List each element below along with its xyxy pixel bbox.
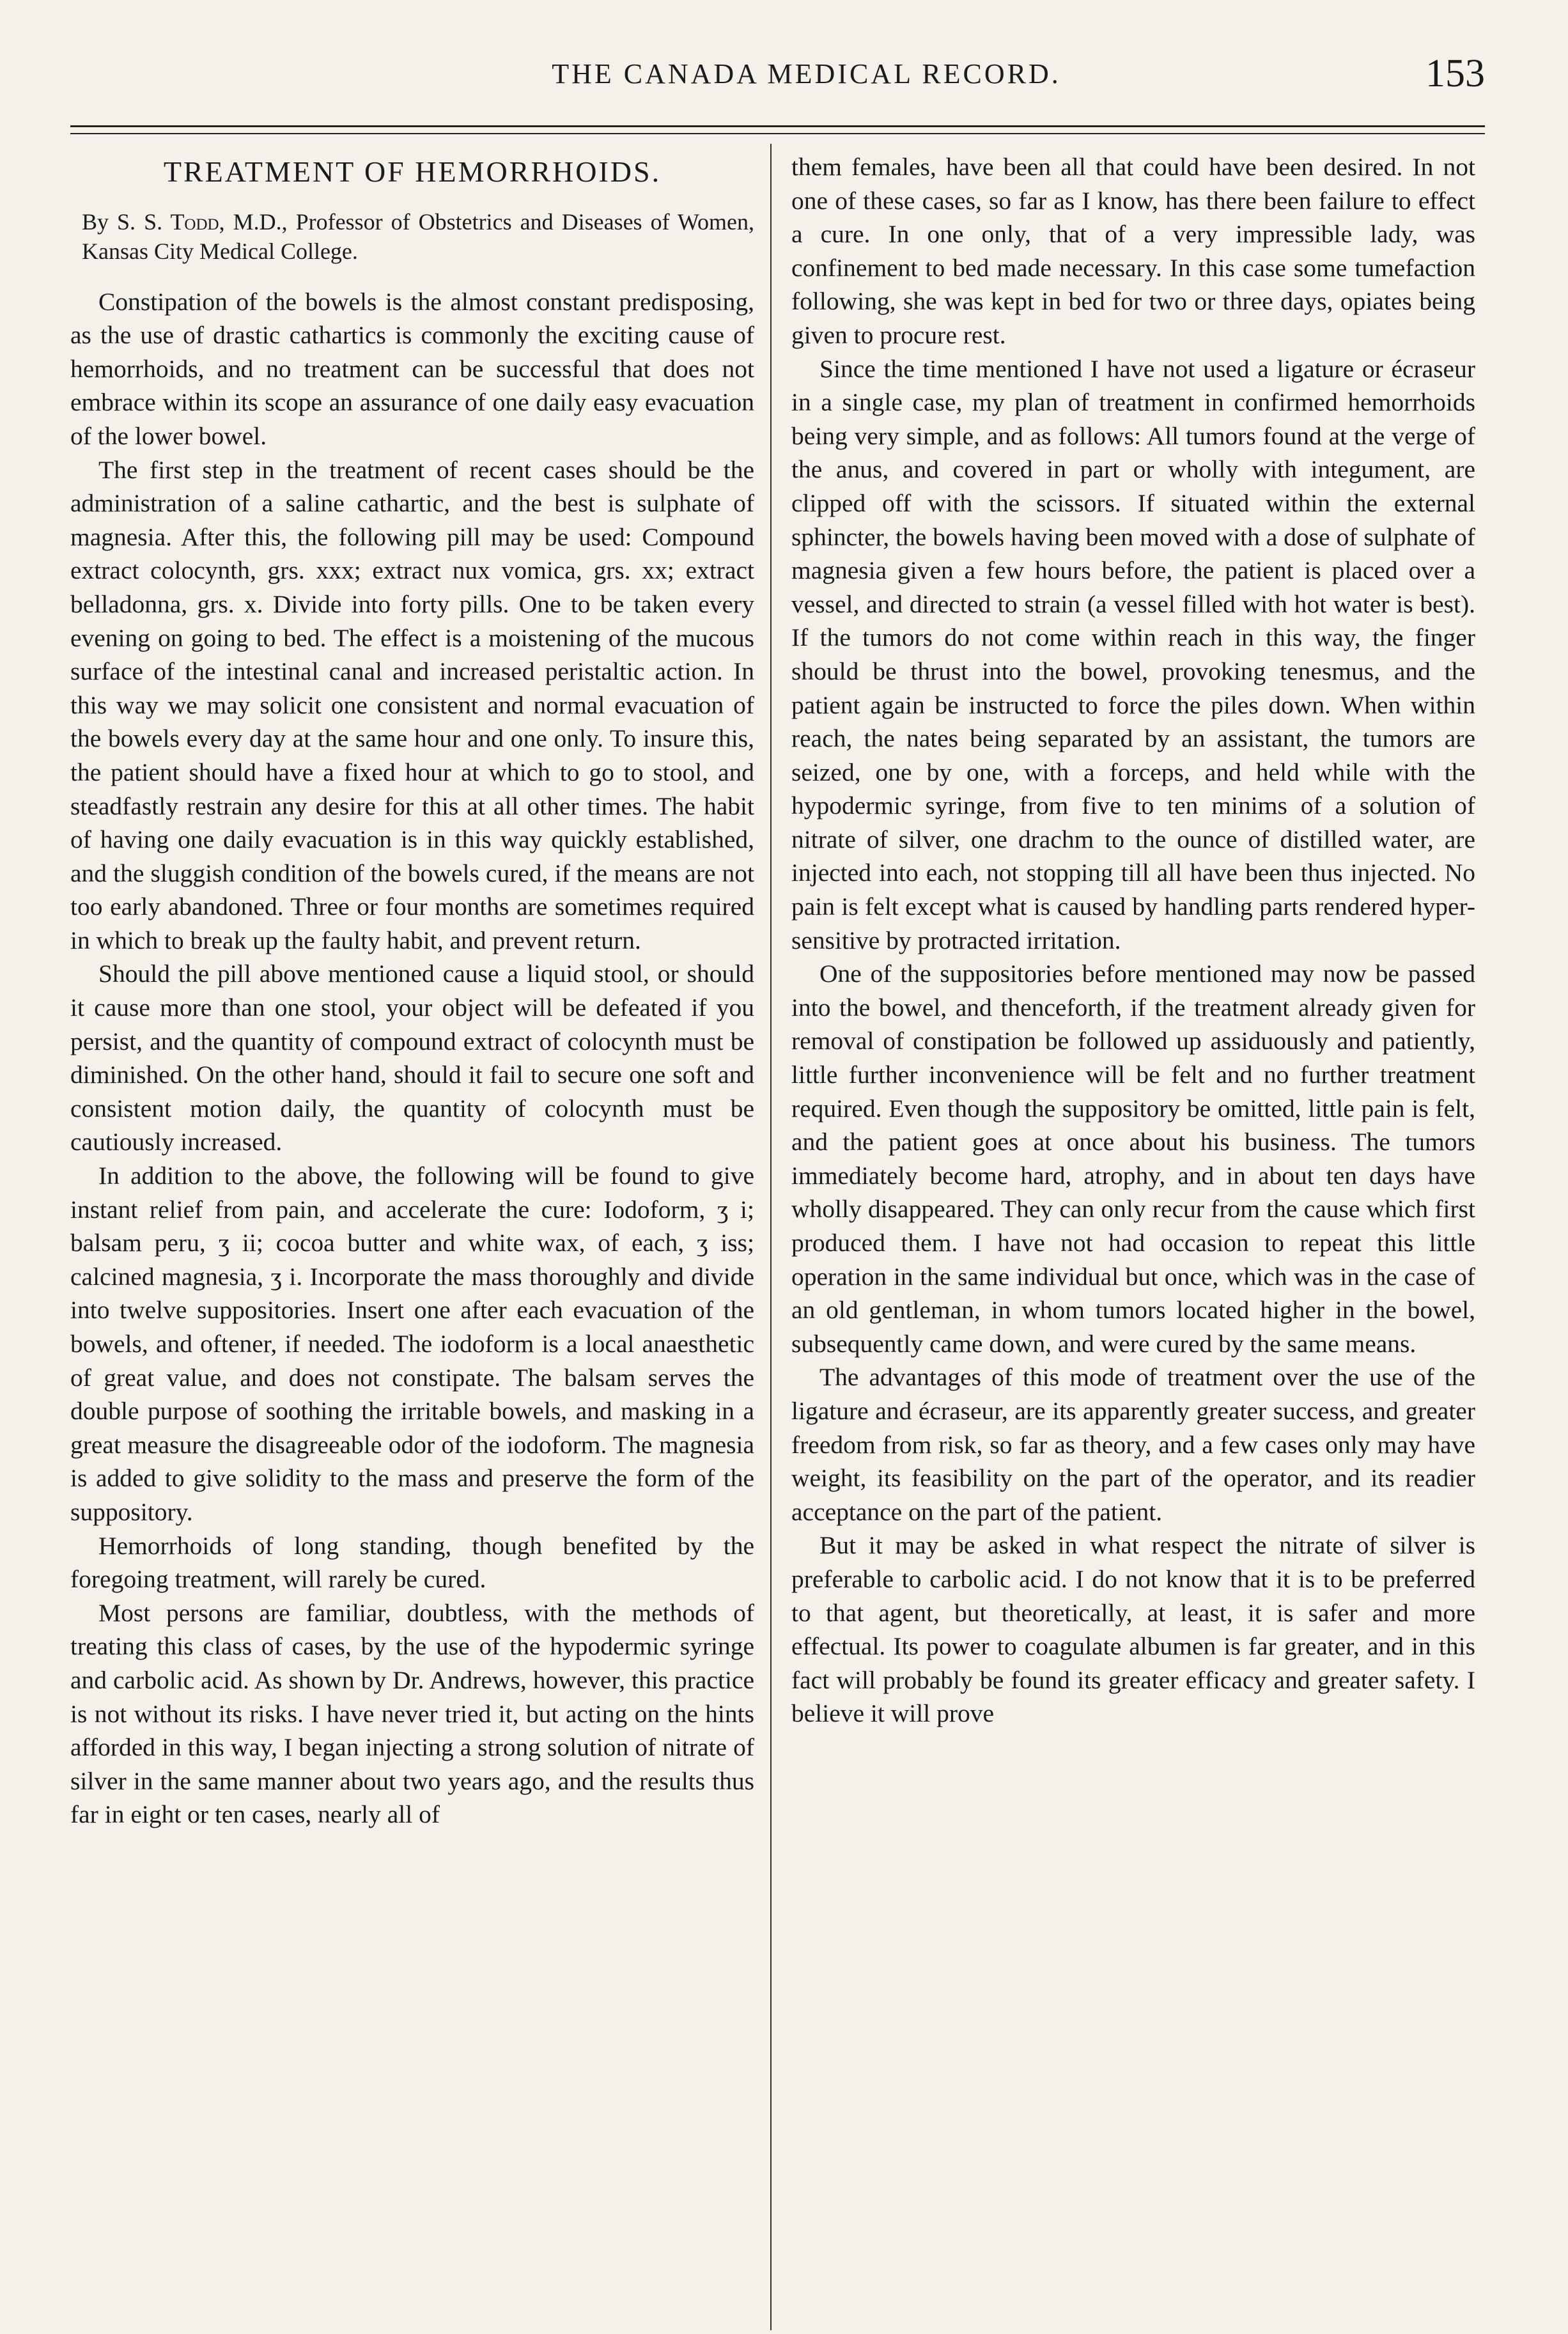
- paragraph: Since the time mentioned I have not used a ligature or écraseur in a single case, my plan of treatment in confirmed hemorrhoids being very simple, and as follows: All tumors found at the verge of the anus, and covered in part or wholly with integument, are clipped off with the scissors. If situated within the external sphincter, the bowels having been moved with a dose of sulphate of magnesia given a few hours before, the patient is placed over a vessel, and directed to strain (a vessel filled with hot water is best). If the tumors do not come within reach in this way, the finger should be thrust into the bowel, provoking tenesmus, and the patient again be instructed to force the piles down. When within reach, the nates being separated by an assistant, the tumors are seized, one by one, with a forceps, and held while with the hypodermic syringe, from five to ten minims of a solution of nitrate of silver, one drachm to the ounce of distilled water, are injected into each, not stopping till all have been thus injected. No pain is felt except what is caused by handling parts rendered hyper-sensitive by protracted irritation.: [791, 354, 1475, 954]
- paragraph: Constipation of the bowels is the almost constant predisposing, as the use of drastic cathartics is commonly the exciting cause of hemorrhoids, and no treatment can be successful that does not embrace within its scope an assurance of one daily easy evacuation of the lower bowel.: [70, 287, 754, 450]
- author-name: S. S. Todd, M.D.,: [117, 208, 288, 235]
- paragraph: them females, have been all that could have been desired. In not one of these cases, so far as I know, has there been failure to effect a cure. In one only, that of a very impressible lady, was confinement to bed made necessary. In this case some tumefaction following, she was kept in bed for two or three days, opiates being given to procure rest.: [791, 153, 1475, 349]
- journal-title: THE CANADA MEDICAL RECORD.: [552, 58, 1061, 89]
- author-affiliation: Professor of Obstetrics and Diseases of Women, Kansas City Medical College.: [82, 208, 754, 264]
- page-number: 153: [1425, 52, 1485, 95]
- paragraph: But it may be asked in what respect the nitrate of silver is preferable to carbolic acid. I do not know that it is to be preferred to that agent, but theoretically, at least, it is safer and more effectual. Its power to coagulate albumen is far greater, and in this fact will probably be found its greater efficacy and greater safety. I believe it will prove: [791, 1531, 1475, 1728]
- byline: [82, 207, 754, 266]
- paragraph: In addition to the above, the following will be found to give instant relief from pain, and accelerate the cure: Iodoform, ʒ i; balsam peru, ʒ ii; cocoa butter and white wax, of each, ʒ iss; calcined magnesia, ʒ i. Incorporate the mass thoroughly and divide into twelve suppositories. Insert one after each evacuation of the bowels, and oftener, if needed. The iodoform is a local anaesthetic of great value, and does not constipate. The balsam serves the double purpose of soothing the irritable bowels, and masking in a great measure the disagreeable odor of the iodoform. The magnesia is added to give solidity to the mass and preserve the form of the suppository.: [70, 1162, 754, 1526]
- byline-prefix: By: [82, 208, 109, 235]
- column-divider: [770, 144, 772, 2330]
- paragraph: Most persons are familiar, doubtless, with the methods of treating this class of cases, by the use of the hypodermic syringe and carbolic acid. As shown by Dr. Andrews, however, this practice is not without its risks. I have never tried it, but acting on the hints afforded in this way, I began injecting a strong solution of nitrate of silver in the same manner about two years ago, and the results thus far in eight or ten cases, nearly all of: [70, 1598, 754, 1829]
- paragraph: One of the suppositories before mentioned may now be passed into the bowel, and thenceforth, if the treatment already given for removal of constipation be followed up assiduously and patiently, little further inconvenience will be felt and no further treatment required. Even though the suppository be omitted, little pain is felt, and the patient goes at once about his business. The tumors immediately become hard, atrophy, and in about ten days have wholly disappeared. They can only recur from the cause which first produced them. I have not had occasion to repeat this little operation in the same individual but once, which was in the case of an old gentleman, in whom tumors located higher in the bowel, subsequently came down, and were cured by the same means.: [791, 960, 1475, 1358]
- paragraph: The first step in the treatment of recent cases should be the administration of a saline cathartic, and the best is sulphate of magnesia. After this, the following pill may be used: Compound extract colocynth, grs. xxx; extract nux vomica, grs. xx; extract belladonna, grs. x. Divide into forty pills. One to be taken every evening on going to bed. The effect is a moistening of the mucous surface of the intestinal canal and increased peristaltic action. In this way we may solicit one consistent and normal evacuation of the bowels every day at the same hour and one only. To insure this, the patient should have a fixed hour at which to go to stool, and steadfastly restrain any desire for this at all other times. The habit of having one daily evacuation is in this way quickly established, and the sluggish condition of the bowels cured, if the means are not too early abandoned. Three or four months are sometimes required in which to break up the faulty habit, and prevent return.: [70, 455, 754, 954]
- header-rule-bottom: [70, 133, 1485, 134]
- paragraph: Hemorrhoids of long standing, though benefited by the foregoing treatment, will rarely be cured.: [70, 1531, 754, 1594]
- paragraph: The advantages of this mode of treatment over the use of the ligature and écraseur, are its apparently greater success, and greater freedom from risk, so far as theory, and a few cases only may have weight, its feasibility on the part of the operator, and its readier acceptance on the part of the patient.: [791, 1363, 1475, 1526]
- left-column: [70, 150, 754, 1832]
- paragraph: Should the pill above mentioned cause a liquid stool, or should it cause more than one stool, your object will be defeated if you persist, and the quantity of compound extract of colocynth must be diminished. On the other hand, should it fail to secure one soft and consistent motion daily, the quantity of colocynth must be cautiously increased.: [70, 960, 754, 1156]
- running-head: [128, 51, 1485, 109]
- article-title: TREATMENT OF HEMORRHOIDS.: [163, 155, 662, 188]
- header-rule-top: [70, 125, 1485, 127]
- right-column: [791, 150, 1475, 1731]
